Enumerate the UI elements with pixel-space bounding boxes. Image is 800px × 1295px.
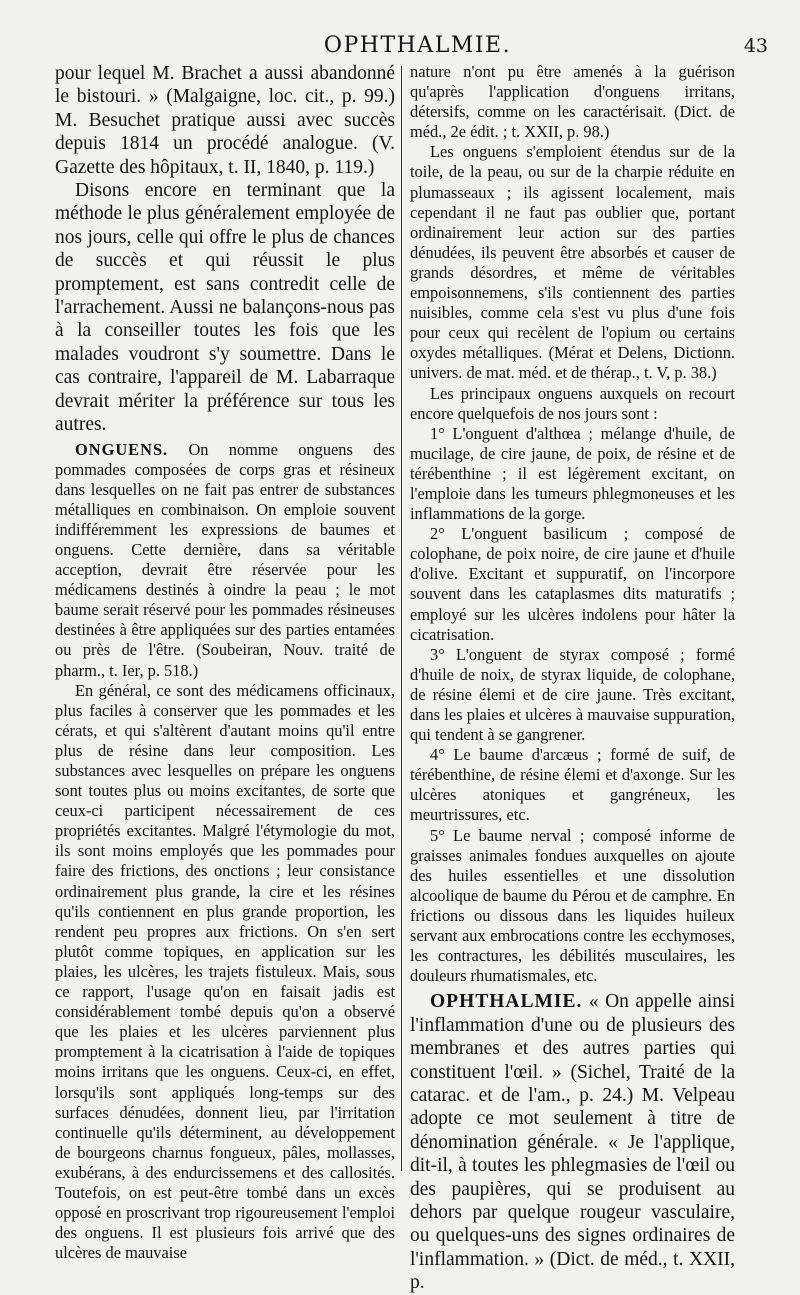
paragraph-arrachement: Disons encore en terminant que la méthode le plus généralement employée de nos jours, celle qui offre le plus de chances de succès et qui réussit le plus promptement, est sans contredit celle de l'arrachement. Aussi ne balançons-nous pas à la conseiller toutes les fois que les malades voudront s'y soumettre. Dans le cas contraire, l'appareil de M. Labarraque devrait mériter la préférence sur tous les autres.: [55, 180, 395, 436]
paragraph-application: Les onguens s'emploient étendus sur de la toile, de la peau, ou sur de la charpie réduite en plumasseaux ; ils agissent localement, mais cependant il ne faut pas oublier que, portant ordinairement leur action sur des parties dénudées, ils peuvent être absorbés et causer de grands désordres, et même de véritables empoisonnemens, s'ils contiennent des parties nuisibles, comme cela s'est vu plus d'une fois pour ceux qui recèlent de l'opium ou certains oxydes métalliques. (Mérat et Delens, Dictionn. univers. de mat. méd. et de thérap., t. V, p. 38.): [410, 142, 735, 383]
list-item-arcaeus: 4° Le baume d'arcæus ; formé de suif, de térébenthine, de résine élemi et d'axonge. Sur les ulcères atoniques et gangréneux, les meurtrissures, etc.: [410, 745, 735, 825]
entry-ophthalmie: [410, 990, 735, 1294]
list-item-basilicum: 2° L'onguent basilicum ; composé de colophane, de poix noire, de cire jaune et d'huile d'olive. Excitant et suppuratif, on l'incorpore souvent dans les cataplasmes dits maturatifs ; employé sur les ulcères indolens pour hâter la cicatrisation.: [410, 524, 735, 644]
paragraph-continued-brachet: pour lequel M. Brachet a aussi abandonné le bistouri. » (Malgaigne, loc. cit., p. 99.) M. Besuchet pratique aussi avec succès depuis 1814 un procédé analogue. (V. Gazette des hôpitaux, t. II, 1840, p. 119.): [55, 63, 395, 178]
list-item-styrax: 3° L'onguent de styrax composé ; formé d'huile de noix, de styrax liquide, de colophane, de résine élemi et de cire jaune. Très excitant, dans les plaies et ulcères à mauvaise suppuration, qui tendent à se gangrener.: [410, 644, 735, 745]
page-number: 43: [743, 35, 768, 57]
page-header: [55, 30, 780, 62]
paragraph-en-general: En général, ce sont des médicamens officinaux, plus faciles à conserver que les pommades et les cérats, et qui s'altèrent d'autant moins qu'il entre plus de résine dans leur composition. Les substances avec lesquelles on prépare les onguens sont toutes plus ou moins excitantes, de sorte que ceux-ci participent nécessairement de ces propriétés excitantes. Malgré l'étymologie du mot, ils sont moins employés que les pommades pour faire des frictions, des onctions ; leur consistance ordinairement plus grande, la cire et les résines qu'ils contiennent en plus grande proportion, les rendent peu propres aux frictions. On s'en sert plutôt comme topiques, en application sur les plaies, les ulcères, les trajets fistuleux. Mais, sous ce rapport, l'usage qu'on en faisait jadis est considérablement tombé depuis qu'on a observé que les plaies et les ulcères parviennent plus promptement à la cicatrisation à l'aide de topiques moins irritans que les onguens. Ceux-ci, en effet, lorsqu'ils sont appliqués long-temps sur des surfaces dénudées, donnent lieu, par l'irritation continuelle qu'ils déterminent, au développement de bourgeons charnus fongueux, pâles, mollasses, exubérans, à des endurcissemens et des callosités. Toutefois, on est peut-être tombé dans un excès opposé en proscrivant trop rigoureusement l'emploi des onguens. Il est plusieurs fois arrivé que des ulcères de mauvaise: [55, 680, 395, 1263]
list-item-nerval: 5° Le baume nerval ; composé informe de graisses animales fondues auxquelles on ajoute des huiles essentielles et une dissolution alcoolique de baume du Pérou et de camphre. En frictions ou dissous dans les liquides huileux servant aux embrocations contre les ecchymoses, les contractures, les débilités musculaires, les douleurs rhumatismales, etc.: [410, 825, 735, 986]
entry-heading-onguens: ONGUENS.: [75, 439, 169, 459]
entry-heading-ophthalmie: OPHTHALMIE.: [430, 991, 583, 1013]
entry-onguens-text: On nomme onguens des pommades composées de corps gras et résineux dans lesquelles on ne fait pas entrer de substances métalliques en combinaison. On emploie souvent indifféremment les expressions de baumes et onguens. Cette dernière, dans sa véritable acception, devrait être réservée pour les médicamens destinés à oindre la peau ; le mot baume serait réservé pour les pommades résineuses destinées à être appliquées sur des parties entamées ou près de l'être. (Soubeiran, Nouv. traité de pharm., t. Ier, p. 518.): [55, 439, 395, 680]
list-item-althaea: 1° L'onguent d'althœa ; mélange d'huile, de mucilage, de cire jaune, de poix, de résine et de térébenthine ; il est légèrement excitant, on l'emploie dans les tumeurs phlegmoneuses et les inflammations de la gorge.: [410, 423, 735, 524]
running-title: OPHTHALMIE.: [323, 33, 512, 58]
right-column: [410, 62, 735, 1295]
entry-onguens: [55, 440, 395, 681]
paragraph-nature: nature n'ont pu être amenés à la guérison qu'après l'application d'onguens irritans, détersifs, comme on les caractérisait. (Dict. de méd., 2e édit. ; t. XXII, p. 98.): [410, 62, 735, 142]
paragraph-principaux: Les principaux onguens auxquels on recourt encore quelquefois de nos jours sont :: [410, 383, 735, 423]
left-column: [55, 62, 395, 1263]
column-divider: [401, 66, 402, 1171]
entry-ophthalmie-text: « On appelle ainsi l'inflammation d'une ou de plusieurs des membranes et des autres parties qui constituent l'œil. » (Sichel, Traité de la catarac. et de l'am., p. 24.) M. Velpeau adopte ce mot seulement à titre de dénomination générale. « Je l'applique, dit-il, à toutes les phlegmasies de l'œil ou des paupières, qui se produisent au dehors par quelque rougeur vasculaire, ou quelques-uns des signes ordinaires de l'inflammation. » (Dict. de méd., t. XXII, p.: [410, 991, 736, 1294]
